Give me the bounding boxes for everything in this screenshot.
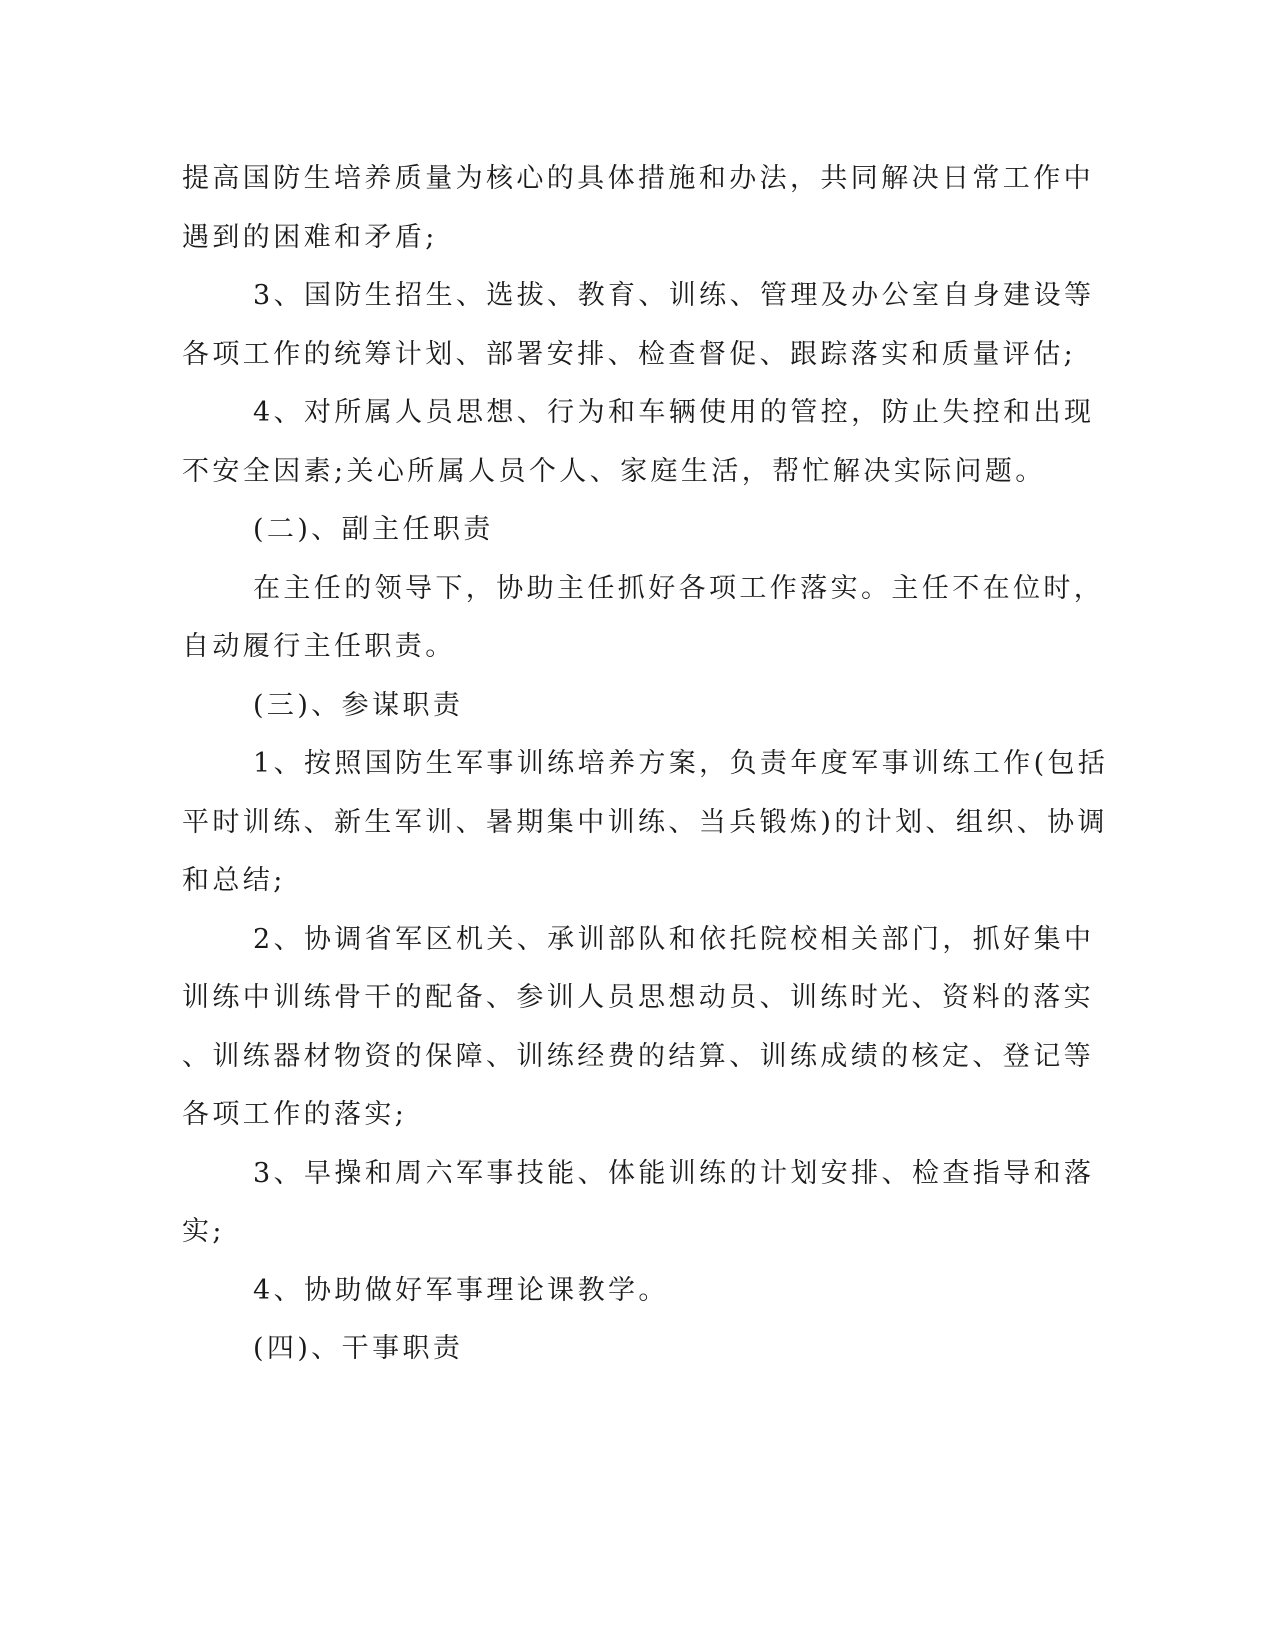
- document-body: [182, 150, 1109, 1379]
- text-line: 和总结;: [182, 865, 286, 896]
- section-heading: (四)、干事职责: [253, 1333, 464, 1364]
- text-line: 各项工作的统筹计划、部署安排、检查督促、跟踪落实和质量评估;: [182, 338, 1077, 370]
- text-line: 训练中训练骨干的配备、参训人员思想动员、训练时光、资料的落实: [182, 982, 1094, 1013]
- text-line: 平时训练、新生军训、暑期集中训练、当兵锻炼)的计划、组织、协调: [182, 806, 1108, 838]
- text-line: 遇到的困难和矛盾;: [182, 221, 438, 253]
- text-line: 自动履行主任职责。: [182, 631, 456, 662]
- list-item: 2、协调省军区机关、承训部队和依托院校相关部门，抓好集中: [253, 923, 1095, 955]
- list-item: 3、国防生招生、选拔、教育、训练、管理及办公室自身建设等: [253, 280, 1095, 311]
- paragraph-line: 在主任的领导下，协助主任抓好各项工作落实。主任不在位时，: [253, 572, 1105, 604]
- list-item: 4、对所属人员思想、行为和车辆使用的管控，防止失控和出现: [253, 397, 1095, 428]
- text-line: 不安全因素;关心所属人员个人、家庭生活，帮忙解决实际问题。: [182, 455, 1046, 487]
- list-item: 3、早操和周六军事技能、体能训练的计划安排、检查指导和落: [253, 1157, 1095, 1189]
- section-heading: (三)、参谋职责: [253, 689, 464, 721]
- text-line: 各项工作的落实;: [182, 1099, 408, 1130]
- list-item: 4、协助做好军事理论课教学。: [253, 1274, 669, 1306]
- text-line: 提高国防生培养质量为核心的具体措施和办法，共同解决日常工作中: [182, 163, 1094, 194]
- text-line: 实;: [182, 1216, 225, 1247]
- text-line: 、训练器材物资的保障、训练经费的结算、训练成绩的核定、登记等: [182, 1040, 1094, 1072]
- section-heading: (二)、副主任职责: [253, 514, 494, 545]
- list-item: 1、按照国防生军事训练培养方案，负责年度军事训练工作(包括: [253, 748, 1109, 779]
